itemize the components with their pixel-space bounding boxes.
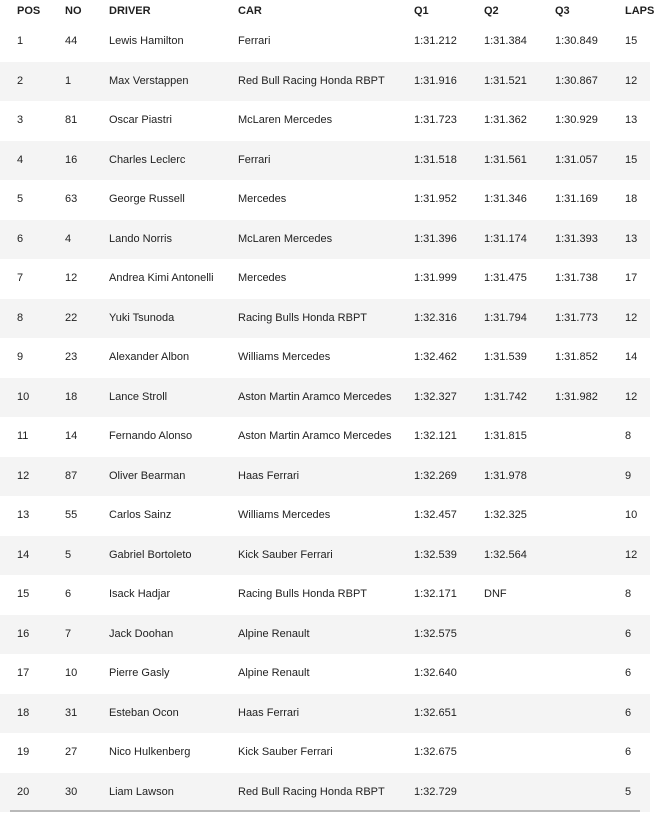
cell-q2: 1:31.561 [484,153,527,166]
cell-q2: 1:31.742 [484,390,527,403]
cell-no: 87 [65,469,78,482]
cell-driver: Nico Hulkenberg [109,746,191,758]
cell-q3: 1:31.773 [555,311,598,324]
cell-pos: 6 [17,232,24,245]
cell-q2: 1:31.539 [484,351,527,363]
header-driver: DRIVER [109,5,151,17]
cell-q1: 1:32.462 [414,351,457,363]
cell-q1: 1:31.396 [414,232,457,245]
table-row [0,180,650,220]
cell-driver: Fernando Alonso [109,430,193,442]
cell-no: 5 [65,548,72,561]
table-row [0,101,650,141]
cell-car: Kick Sauber Ferrari [238,548,333,561]
cell-q3: 1:31.393 [555,232,598,245]
table-row [0,220,650,260]
cell-q2: 1:31.978 [484,469,527,482]
cell-driver: Andrea Kimi Antonelli [109,272,214,284]
cell-q1: 1:32.539 [414,548,457,561]
table-row [0,338,650,378]
cell-driver: Max Verstappen [109,74,189,87]
cell-laps: 6 [625,746,632,758]
cell-driver: Alexander Albon [109,351,190,363]
cell-no: 44 [65,35,78,47]
header-no: NO [65,5,82,17]
cell-no: 14 [65,430,78,442]
table-row [0,259,650,299]
cell-pos: 5 [17,193,24,205]
cell-pos: 17 [17,667,30,679]
cell-q1: 1:31.916 [414,74,457,87]
cell-driver: Pierre Gasly [109,667,170,679]
cell-car: Alpine Renault [238,667,310,679]
cell-pos: 11 [17,430,29,442]
table-row [0,654,650,694]
cell-pos: 4 [17,153,24,166]
cell-laps: 15 [625,153,638,166]
cell-driver: Carlos Sainz [109,509,172,521]
cell-q3: 1:31.738 [555,272,598,284]
cell-laps: 17 [625,272,638,284]
cell-q1: 1:32.316 [414,311,457,324]
cell-no: 12 [65,272,78,284]
cell-no: 23 [65,351,78,363]
cell-no: 63 [65,193,78,205]
header-laps: LAPS [625,5,654,17]
cell-car: Haas Ferrari [238,706,300,719]
cell-car: Williams Mercedes [238,351,331,363]
cell-driver: Lance Stroll [109,390,168,403]
table-row [0,378,650,418]
cell-laps: 8 [625,430,632,442]
cell-laps: 13 [625,232,638,245]
cell-driver: Jack Doohan [109,627,174,640]
cell-q3: 1:31.169 [555,193,598,205]
cell-car: Mercedes [238,272,287,284]
cell-q1: 1:31.723 [414,114,457,126]
cell-pos: 1 [17,35,24,47]
cell-q3: 1:30.867 [555,74,598,87]
cell-pos: 19 [17,746,30,758]
cell-no: 1 [65,74,72,87]
table-row [0,536,650,576]
cell-car: Aston Martin Aramco Mercedes [238,390,392,403]
cell-q1: 1:31.952 [414,193,457,205]
cell-q1: 1:32.171 [414,588,457,600]
cell-q1: 1:32.327 [414,390,457,403]
cell-car: Ferrari [238,35,271,47]
cell-pos: 8 [17,311,24,324]
cell-pos: 15 [17,588,30,600]
table-row [0,575,650,615]
cell-q1: 1:32.121 [414,430,457,442]
cell-pos: 18 [17,706,30,719]
cell-car: Racing Bulls Honda RBPT [238,311,368,324]
cell-car: McLaren Mercedes [238,114,333,126]
cell-q2: 1:31.475 [484,272,527,284]
table-row [0,141,650,181]
cell-laps: 6 [625,627,632,640]
cell-q1: 1:32.651 [414,706,457,719]
cell-q3: 1:31.057 [555,153,598,166]
cell-q3: 1:31.852 [555,351,598,363]
cell-q2: 1:31.384 [484,35,527,47]
cell-driver: Yuki Tsunoda [109,311,175,324]
cell-driver: Lando Norris [109,232,172,245]
header-pos: POS [17,5,41,17]
cell-q1: 1:32.675 [414,746,457,758]
table-row [0,299,650,339]
cell-q1: 1:31.999 [414,272,457,284]
cell-q1: 1:32.729 [414,785,457,798]
cell-q1: 1:31.518 [414,153,457,166]
cell-car: Red Bull Racing Honda RBPT [238,785,385,798]
cell-no: 6 [65,588,72,600]
table-body [0,22,650,812]
cell-no: 18 [65,390,78,403]
cell-q3: 1:30.929 [555,114,598,126]
table-row [0,457,650,497]
table-row [0,62,650,102]
cell-driver: Gabriel Bortoleto [109,548,192,561]
cell-no: 16 [65,153,78,166]
cell-no: 81 [65,114,78,126]
cell-laps: 12 [625,311,638,324]
cell-q2: DNF [484,588,507,600]
cell-laps: 6 [625,667,632,679]
cell-q2: 1:31.346 [484,193,527,205]
table-row [0,22,650,62]
cell-pos: 16 [17,627,30,640]
table-row [0,615,650,655]
cell-laps: 6 [625,706,632,719]
cell-laps: 5 [625,785,632,798]
header-q3: Q3 [555,5,570,17]
cell-no: 30 [65,785,78,798]
cell-laps: 9 [625,469,632,482]
cell-q2: 1:31.794 [484,311,527,324]
cell-pos: 10 [17,390,30,403]
cell-laps: 12 [625,390,638,403]
header-q2: Q2 [484,5,499,17]
cell-q1: 1:32.269 [414,469,457,482]
cell-q3: 1:31.982 [555,390,598,403]
cell-car: Alpine Renault [238,627,310,640]
cell-car: Ferrari [238,153,271,166]
cell-no: 22 [65,311,78,324]
cell-laps: 18 [625,193,638,205]
cell-driver: Esteban Ocon [109,706,179,719]
cell-laps: 12 [625,74,638,87]
cell-no: 31 [65,706,78,719]
header-car: CAR [238,5,262,17]
cell-no: 10 [65,667,78,679]
cell-q1: 1:32.575 [414,627,457,640]
table-row [0,733,650,773]
table-row [0,694,650,734]
cell-driver: Oliver Bearman [109,469,186,482]
cell-q2: 1:32.325 [484,509,527,521]
cell-pos: 3 [17,114,24,126]
cell-car: McLaren Mercedes [238,232,333,245]
cell-car: Racing Bulls Honda RBPT [238,588,368,600]
cell-laps: 12 [625,548,638,561]
cell-q2: 1:31.521 [484,74,527,87]
cell-car: Red Bull Racing Honda RBPT [238,74,385,87]
cell-driver: George Russell [109,193,185,205]
cell-q2: 1:31.174 [484,232,527,245]
cell-driver: Lewis Hamilton [109,35,184,47]
cell-car: Aston Martin Aramco Mercedes [238,430,392,442]
cell-laps: 13 [625,114,638,126]
table-row [0,496,650,536]
cell-car: Mercedes [238,193,287,205]
cell-pos: 13 [17,509,30,521]
cell-driver: Isack Hadjar [109,588,171,600]
table-row [0,417,650,457]
cell-pos: 2 [17,74,24,87]
cell-q2: 1:31.815 [484,430,527,442]
cell-q1: 1:31.212 [414,35,457,47]
cell-driver: Oscar Piastri [109,114,172,126]
cell-q1: 1:32.457 [414,509,457,521]
cell-q2: 1:32.564 [484,548,527,561]
cell-car: Williams Mercedes [238,509,331,521]
cell-q1: 1:32.640 [414,667,457,679]
cell-q2: 1:31.362 [484,114,527,126]
cell-pos: 12 [17,469,30,482]
cell-pos: 7 [17,272,24,284]
cell-pos: 9 [17,351,24,363]
cell-car: Kick Sauber Ferrari [238,746,333,758]
cell-driver: Charles Leclerc [109,153,186,166]
cell-car: Haas Ferrari [238,469,300,482]
cell-no: 4 [65,232,72,245]
table-header [0,0,654,22]
cell-laps: 14 [625,351,638,363]
cell-laps: 8 [625,588,632,600]
cell-pos: 20 [17,785,30,798]
cell-laps: 10 [625,509,638,521]
cell-driver: Liam Lawson [109,785,174,798]
cell-no: 7 [65,627,72,640]
cell-no: 27 [65,746,78,758]
cell-q3: 1:30.849 [555,35,598,47]
cell-no: 55 [65,509,78,521]
cell-laps: 15 [625,35,638,47]
cell-pos: 14 [17,548,30,561]
header-q1: Q1 [414,5,429,17]
table-row [0,773,650,813]
table-bottom-border [10,810,640,812]
